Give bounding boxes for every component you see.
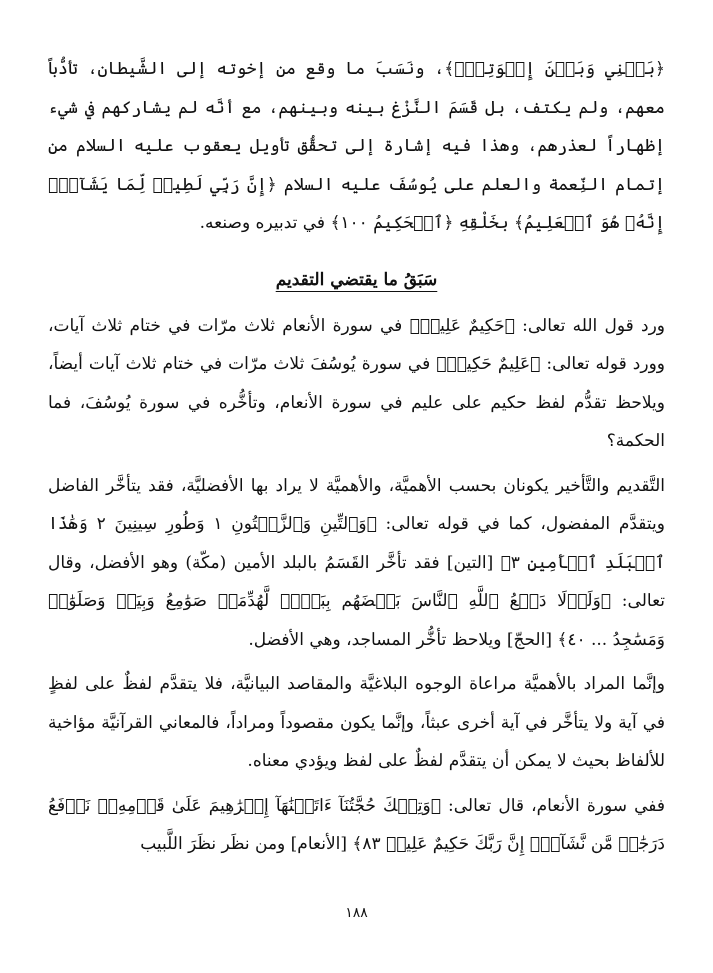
section-heading bbox=[48, 265, 665, 295]
paragraph-4: ففي سورة الأنعام، قال تعالى: ﴿وَتِلۡكَ حُجَّتُنَآ ءَاتَيۡنَٰهَآ إِبۡرَٰهِيمَ عَلَىٰ قَوۡمِهِۦۚ نَرۡفَعُ دَرَجَٰتٖ مَّن نَّشَآءُۗ إِنَّ رَبَّكَ حَكِيمٌ عَلِيمٞ ٨٣﴾ [الأنعام] ومن نظَر نظَرَ اللَّبيب bbox=[48, 795, 665, 854]
paragraph-2: التَّقديم والتَّأخير يكونان بحسب الأهميَّة، والأهميَّة لا يراد بها الأفضليَّة، فقد يتأخَّر الفاضل ويتقدَّم المفضول، كما في قوله تعالى: ﴿وَٱلتِّينِ وَٱلزَّيۡتُونِ ١ وَطُورِ سِينِينَ ٢ وَهَٰذَا ٱلۡبَلَدِ ٱلۡأَمِينِ ٣﴾ [التين] فقد تأخَّر القَسَمُ بالبلد الأمين (مكّة) وهو الأفضل، وقال تعالى: ﴿وَلَوۡلَا دَفۡعُ ٱللَّهِ ٱلنَّاسَ بَعۡضَهُم بِبَعۡضٖ لَّهُدِّمَتۡ صَوَٰمِعُ وَبِيَعٞ وَصَلَوَٰتٞ وَمَسَٰجِدُ ... ٤٠﴾ [الحجّ] ويلاحظ تأخُّر المساجد، وهي الأفضل. bbox=[48, 475, 665, 650]
paragraph-1: ورد قول الله تعالى: ﴿حَكِيمٌ عَلِيمٞ﴾ في سورة الأنعام ثلاث مرّات في ختام ثلاث آيات، وورد قوله تعالى: ﴿عَلِيمٌ حَكِيمٞ﴾ في سورة يُوسُفَ ثلاث مرّات في ختام ثلاث آيات أيضاً، ويلاحظ تقدُّم لفظ حكيم على عليم في سورة الأنعام، وتأخُّره في سورة يُوسُفَ، فما الحكمة؟ bbox=[48, 315, 665, 451]
paragraph-3: وإنَّما المراد بالأهميَّة مراعاة الوجوه البلاغيَّة والمقاصد البيانيَّة، فلا يتقدَّم لفظٌ على لفظٍ في آية ولا يتأخَّر في آية أخرى عبثاً، وإنَّما يكون مقصوداً ومراداً، فالمعاني القرآنيَّة مؤاخية للألفاظ بحيث لا يمكن أن يتقدَّم لفظٌ على لفظ ويؤدي معناه. bbox=[48, 674, 665, 771]
section-heading-text: سَبَقُ ما يقتضي التقديم bbox=[275, 269, 438, 290]
page-number: ١٨٨ bbox=[345, 905, 368, 921]
paragraph-intro: ﴿بَيۡنِي وَبَيۡنَ إِخۡوَتِيٓۚ﴾، ونَسَبَ ما وقع من إخوته إلى الشَّيطان، تأدُّباً معهم، ولم يكتف، بل قَسَمَ النَّزْغ بينه وبينهم، مع أنَّه لم يشاركهم في شيء إظهاراً لعذرهم، وهذا فيه إشارة إلى تحقُّق تأويل يعقوب عليه السلام من إتمام النِّعمة والعلم على يُوسُفَ عليه السلام ﴿إِنَّ رَبِّي لَطِيفٞ لِّمَا يَشَآءُۚ إِنَّهُۥ هُوَ ٱلۡعَلِيمُ﴾ بخَلْقِهِ ﴿ٱلۡحَكِيمُ ١٠٠﴾ في تدبيره وصنعه. bbox=[48, 59, 665, 233]
